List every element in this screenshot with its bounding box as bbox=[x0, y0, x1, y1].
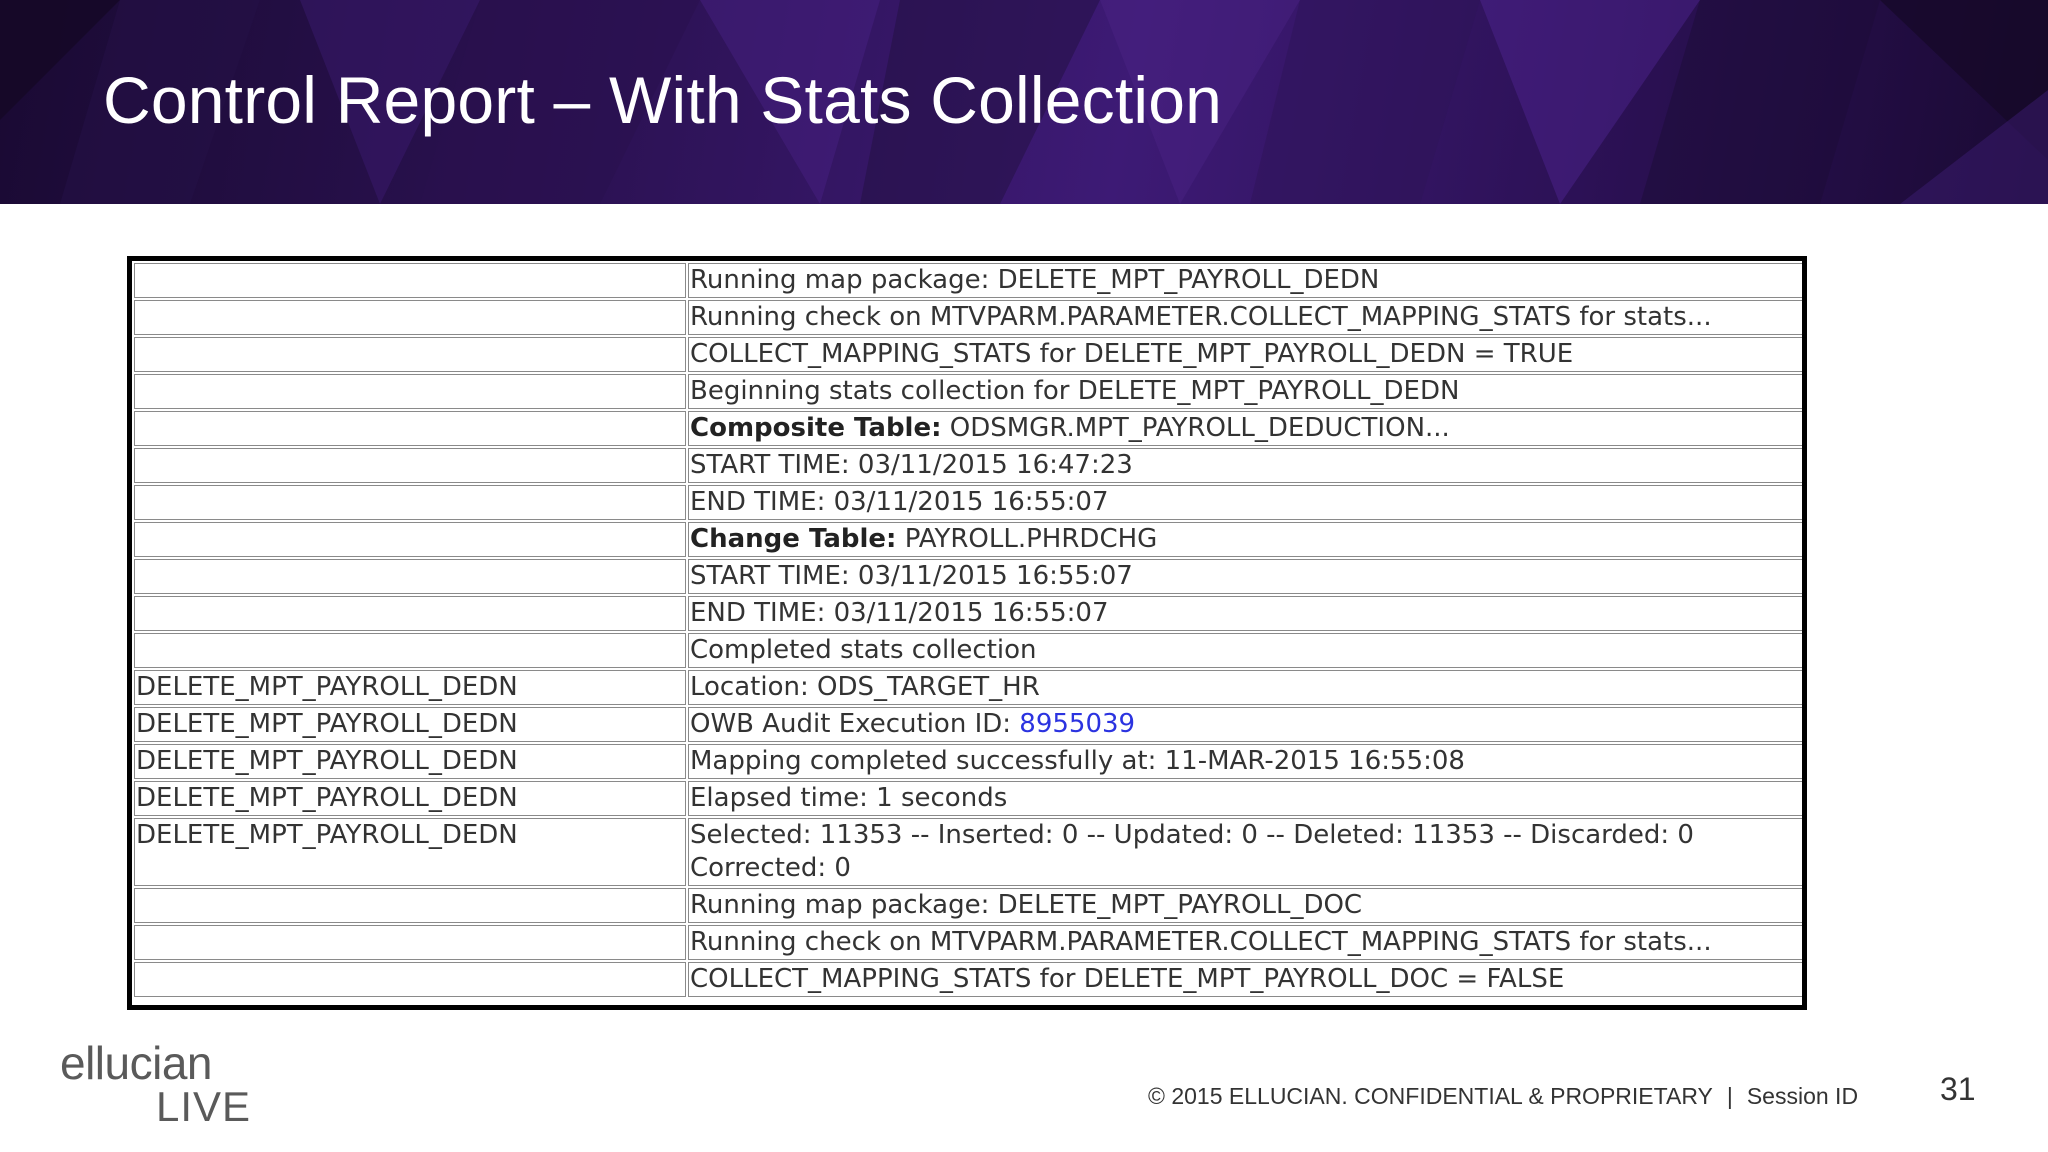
mapping-name-cell bbox=[134, 337, 686, 372]
message-cell: Running check on MTVPARM.PARAMETER.COLLECT_MAPPING_STATS for stats... bbox=[688, 925, 1807, 960]
table-row bbox=[134, 781, 1807, 816]
table-row bbox=[134, 670, 1807, 705]
mapping-name-cell bbox=[134, 818, 686, 886]
message-cell: Completed stats collection bbox=[688, 633, 1807, 668]
message-cell: Mapping completed successfully at: 11-MAR-2015 16:55:08 bbox=[688, 744, 1807, 779]
audit-execution-label: OWB Audit Execution ID: bbox=[690, 709, 1020, 739]
mapping-name-cell bbox=[134, 300, 686, 335]
composite-table-value: ODSMGR.MPT_PAYROLL_DEDUCTION... bbox=[941, 413, 1450, 443]
page-title: Control Report – With Stats Collection bbox=[103, 63, 1223, 137]
table-row bbox=[134, 888, 1807, 923]
footer bbox=[1148, 1083, 1858, 1110]
mapping-name-cell bbox=[134, 448, 686, 483]
table-row bbox=[134, 300, 1807, 335]
mapping-name-cell bbox=[134, 888, 686, 923]
message-cell: Beginning stats collection for DELETE_MPT_PAYROLL_DEDN bbox=[688, 374, 1807, 409]
table-row bbox=[134, 559, 1807, 594]
logo-line-live: LIVE bbox=[156, 1083, 252, 1130]
table-row bbox=[134, 925, 1807, 960]
message-cell: Elapsed time: 1 seconds bbox=[688, 781, 1807, 816]
control-report-screenshot bbox=[127, 256, 1807, 1010]
mapping-name-cell bbox=[134, 559, 686, 594]
message-cell: Running check on MTVPARM.PARAMETER.COLLECT_MAPPING_STATS for stats... bbox=[688, 300, 1807, 335]
message-cell: COLLECT_MAPPING_STATS for DELETE_MPT_PAYROLL_DEDN = TRUE bbox=[688, 337, 1807, 372]
message-cell: START TIME: 03/11/2015 16:47:23 bbox=[688, 448, 1807, 483]
table-row bbox=[134, 485, 1807, 520]
table-row bbox=[134, 744, 1807, 779]
table-row bbox=[134, 374, 1807, 409]
mapping-name-cell: DELETE_MPT_PAYROLL_DEDN bbox=[134, 744, 686, 779]
mapping-name-cell bbox=[134, 596, 686, 631]
mapping-name-cell bbox=[134, 374, 686, 409]
table-row bbox=[134, 263, 1807, 298]
page-number: 31 bbox=[1940, 1071, 1976, 1107]
mapping-name-cell: DELETE_MPT_PAYROLL_DEDN bbox=[134, 707, 686, 742]
message-cell: Location: ODS_TARGET_HR bbox=[688, 670, 1807, 705]
ellucian-live-logo bbox=[60, 1037, 252, 1130]
composite-table-label: Composite Table: bbox=[690, 413, 942, 443]
message-cell: END TIME: 03/11/2015 16:55:07 bbox=[688, 596, 1807, 631]
message-cell bbox=[688, 522, 1807, 557]
corrected-count-text: Corrected: 0 bbox=[690, 853, 851, 883]
message-cell bbox=[688, 707, 1807, 742]
mapping-name-cell bbox=[134, 522, 686, 557]
control-report-table bbox=[132, 261, 1807, 999]
table-row bbox=[134, 962, 1807, 997]
message-cell: START TIME: 03/11/2015 16:55:07 bbox=[688, 559, 1807, 594]
mapping-name-text: DELETE_MPT_PAYROLL_DEDN bbox=[136, 820, 518, 850]
table-row bbox=[134, 596, 1807, 631]
header-banner bbox=[0, 0, 2048, 204]
message-cell: END TIME: 03/11/2015 16:55:07 bbox=[688, 485, 1807, 520]
message-cell bbox=[688, 411, 1807, 446]
session-id-text: Session ID bbox=[1746, 1083, 1859, 1109]
message-cell: COLLECT_MAPPING_STATS for DELETE_MPT_PAYROLL_DOC = FALSE bbox=[688, 962, 1807, 997]
mapping-name-cell bbox=[134, 485, 686, 520]
mapping-name-cell: DELETE_MPT_PAYROLL_DEDN bbox=[134, 670, 686, 705]
table-row bbox=[134, 633, 1807, 668]
copyright-text: © 2015 ELLUCIAN. CONFIDENTIAL & PROPRIETARY bbox=[1148, 1083, 1713, 1109]
message-cell: Running map package: DELETE_MPT_PAYROLL_DOC bbox=[688, 888, 1807, 923]
mapping-name-cell bbox=[134, 633, 686, 668]
change-table-value: PAYROLL.PHRDCHG bbox=[896, 524, 1158, 554]
message-cell bbox=[688, 818, 1807, 886]
mapping-name-cell bbox=[134, 962, 686, 997]
message-cell: Running map package: DELETE_MPT_PAYROLL_DEDN bbox=[688, 263, 1807, 298]
table-row bbox=[134, 707, 1807, 742]
mapping-name-cell bbox=[134, 925, 686, 960]
row-counts-text: Selected: 11353 -- Inserted: 0 -- Updated: 0 -- Deleted: 11353 -- Discarded: 0 bbox=[690, 820, 1694, 850]
table-row bbox=[134, 818, 1807, 886]
table-row bbox=[134, 411, 1807, 446]
table-row bbox=[134, 522, 1807, 557]
audit-execution-id-link[interactable]: 8955039 bbox=[1019, 709, 1136, 739]
mapping-name-cell bbox=[134, 263, 686, 298]
footer-separator: | bbox=[1726, 1083, 1733, 1109]
table-row bbox=[134, 448, 1807, 483]
mapping-name-cell: DELETE_MPT_PAYROLL_DEDN bbox=[134, 781, 686, 816]
logo-line-ellucian: ellucian bbox=[60, 1037, 212, 1089]
change-table-label: Change Table: bbox=[690, 524, 897, 554]
table-row bbox=[134, 337, 1807, 372]
mapping-name-cell bbox=[134, 411, 686, 446]
